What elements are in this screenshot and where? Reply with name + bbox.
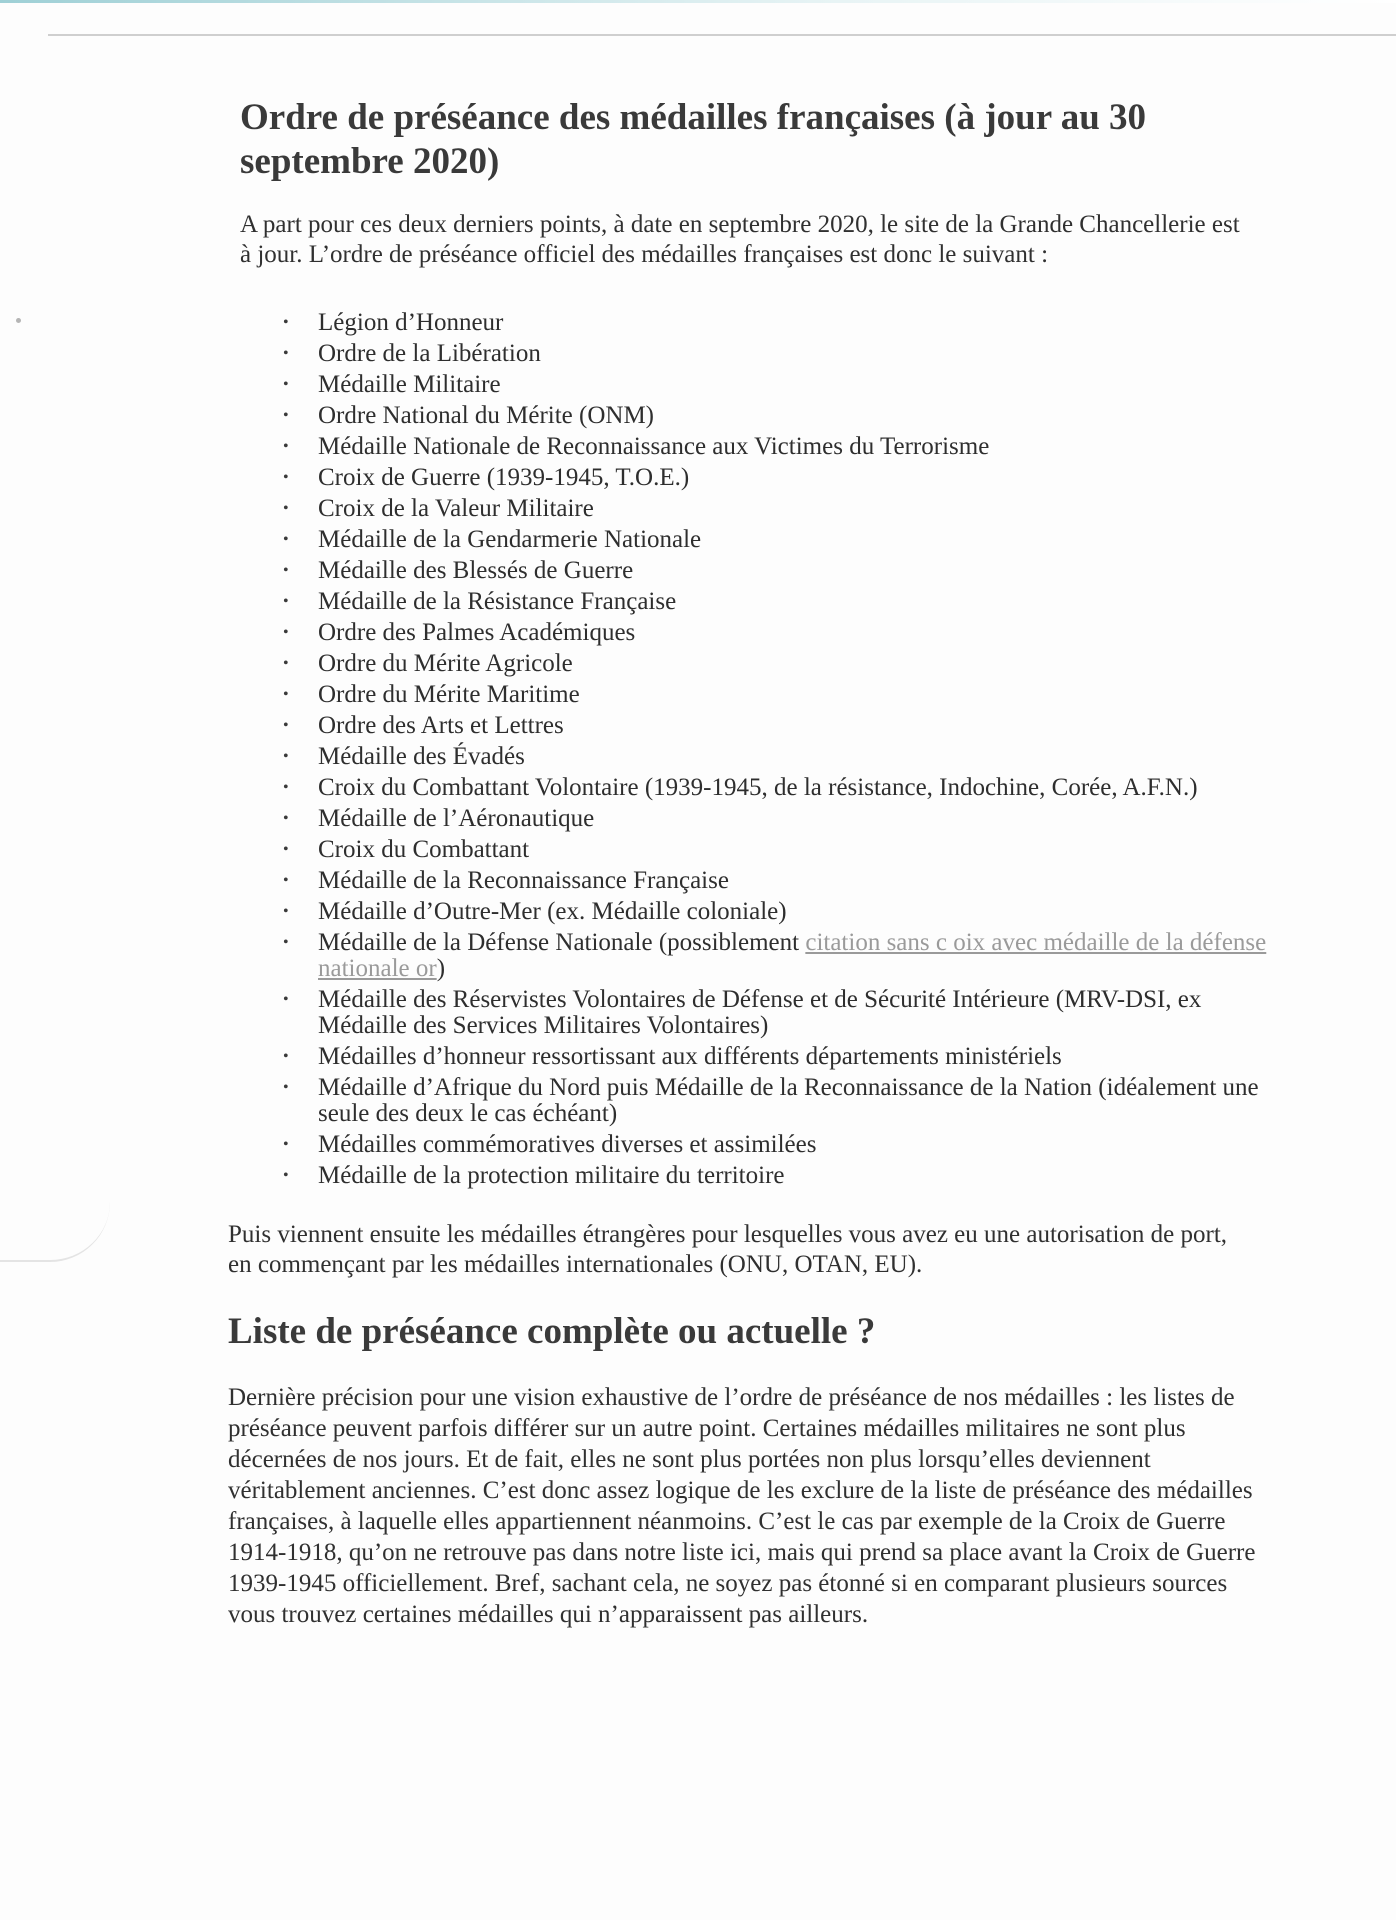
list-item: • Médailles d’honneur ressortissant aux différents départements ministériels: [283, 1043, 1062, 1070]
bullet-icon: •: [283, 562, 289, 579]
bullet-icon: •: [283, 531, 289, 548]
bullet-icon: •: [283, 872, 289, 889]
scan-top-edge: [0, 0, 1396, 3]
bullet-icon: •: [283, 407, 289, 424]
intro-paragraph: A part pour ces deux derniers points, à date en septembre 2020, le site de la Grande Chancellerie est à jour. L’ordre de préséance officiel des médailles françaises est donc le suivant :: [240, 211, 1240, 268]
scan-speck: [16, 318, 21, 323]
list-item: • Médaille d’Outre-Mer (ex. Médaille coloniale): [283, 898, 787, 925]
bullet-icon: •: [283, 717, 289, 734]
list-item: • Ordre de la Libération: [283, 340, 541, 367]
bullet-icon: •: [283, 469, 289, 486]
list-item: • Médaille des Évadés: [283, 743, 525, 770]
list-item: • Ordre du Mérite Agricole: [283, 650, 573, 677]
bullet-icon: •: [283, 934, 289, 951]
list-item: • Médaille de la Gendarmerie Nationale: [283, 526, 702, 553]
list-item: • Médaille Nationale de Reconnaissance aux Victimes du Terrorisme: [283, 433, 990, 460]
list-item: • Ordre du Mérite Maritime: [283, 681, 580, 708]
foreign-medals-paragraph: Puis viennent ensuite les médailles étrangères pour lesquelles vous avez eu une autorisation de port, en commençant par les médailles internationales (ONU, OTAN, EU).: [228, 1221, 1228, 1278]
bullet-icon: •: [283, 903, 289, 920]
page-title: Ordre de préséance des médailles françaises (à jour au 30 septembre 2020): [240, 97, 1147, 182]
bullet-icon: •: [283, 438, 289, 455]
list-item: • Médaille de l’Aéronautique: [283, 805, 595, 832]
list-item: • Médaille des Blessés de Guerre: [283, 557, 634, 584]
bullet-icon: •: [283, 345, 289, 362]
bullet-icon: •: [283, 748, 289, 765]
list-item: • Médaille de la protection militaire du territoire: [283, 1162, 785, 1189]
list-item: • Croix de la Valeur Militaire: [283, 495, 594, 522]
list-item: • Médailles commémoratives diverses et assimilées: [283, 1131, 817, 1158]
list-item: • Médaille de la Résistance Française: [283, 588, 677, 615]
bullet-icon: •: [283, 624, 289, 641]
bullet-icon: •: [283, 1079, 289, 1096]
bullet-icon: •: [283, 810, 289, 827]
bullet-icon: •: [283, 1167, 289, 1184]
list-item: • Médaille des Réservistes Volontaires de Défense et de Sécurité Intérieure (MRV-DSI, ex Médaille des Services Militaires Volontaires): [283, 986, 1202, 1039]
list-item: • Médaille de la Reconnaissance Française: [283, 867, 729, 894]
list-item: • Croix de Guerre (1939-1945, T.O.E.): [283, 464, 690, 491]
medal-list: [228, 310, 1288, 1194]
bullet-icon: •: [283, 593, 289, 610]
list-item: • Ordre National du Mérite (ONM): [283, 402, 655, 429]
bullet-icon: •: [283, 655, 289, 672]
list-item: • Ordre des Palmes Académiques: [283, 619, 636, 646]
list-item: • Ordre des Arts et Lettres: [283, 712, 564, 739]
paper-fold-mark: [0, 1200, 110, 1262]
list-item: • Croix du Combattant: [283, 836, 530, 863]
bullet-icon: •: [283, 841, 289, 858]
bullet-icon: •: [283, 991, 289, 1008]
citation-link[interactable]: citation sans c oix avec médaille de la défense nationale or: [318, 929, 1267, 982]
bullet-icon: •: [283, 500, 289, 517]
section-heading: Liste de préséance complète ou actuelle ?: [228, 1311, 876, 1352]
bullet-icon: •: [283, 1048, 289, 1065]
bullet-icon: •: [283, 376, 289, 393]
list-item-defense-nationale: • Médaille de la Défense Nationale (possiblement citation sans c oix avec médaille de la défense nationale or): [283, 929, 1267, 982]
bullet-icon: •: [283, 686, 289, 703]
list-item: • Médaille Militaire: [283, 371, 501, 398]
list-item: • Légion d’Honneur: [283, 309, 504, 336]
list-item: • Croix du Combattant Volontaire (1939-1945, de la résistance, Indochine, Corée, A.F.N.): [283, 774, 1198, 801]
top-rule: [48, 34, 1396, 36]
article-content: [228, 96, 1288, 1630]
bullet-icon: •: [283, 1136, 289, 1153]
list-item: • Médaille d’Afrique du Nord puis Médaille de la Reconnaissance de la Nation (idéalement une seule des deux le cas échéant): [283, 1074, 1259, 1127]
bullet-icon: •: [283, 314, 289, 331]
bullet-icon: •: [283, 779, 289, 796]
closing-paragraph: Dernière précision pour une vision exhaustive de l’ordre de préséance de nos médailles : les listes de préséance peuvent parfois différer sur un autre point. Certaines médailles militaires ne sont plus décernées de nos jours. Et de fait, elles ne sont plus portées non plus lorsqu’elles deviennent véritablement anciennes. C’est donc assez logique de les exclure de la liste de préséance des médailles françaises, à laquelle elles appartiennent néanmoins. C’est le cas par exemple de la Croix de Guerre 1914-1918, qu’on ne retrouve pas dans notre liste ici, mais qui prend sa place avant la Croix de Guerre 1939-1945 officiellement. Bref, sachant cela, ne soyez pas étonné si en comparant plusieurs sources vous trouvez certaines médailles qui n’apparaissent pas ailleurs.: [228, 1384, 1256, 1628]
